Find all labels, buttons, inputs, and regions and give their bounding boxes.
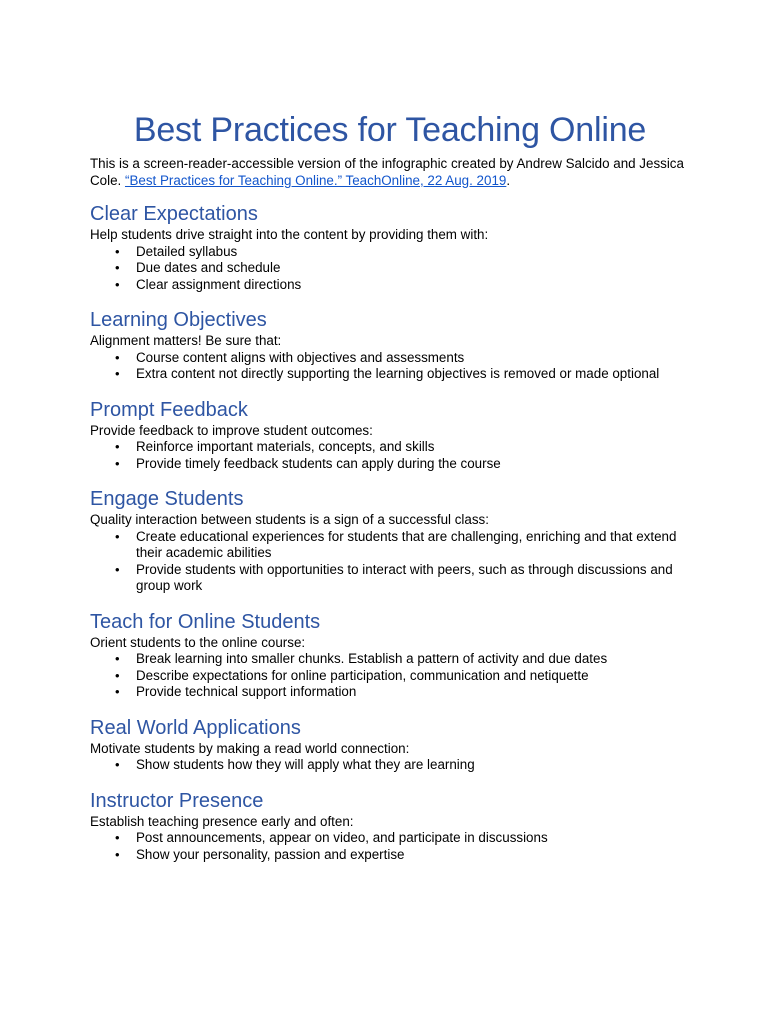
section-heading: Prompt Feedback	[90, 398, 248, 421]
bullet-list	[90, 757, 690, 774]
list-item-text: Due dates and schedule	[136, 260, 281, 275]
section-heading: Teach for Online Students	[90, 610, 321, 633]
list-item-text: Provide timely feedback students can apply during the course	[136, 455, 501, 471]
bullet-icon: •	[115, 757, 120, 772]
section-lead: Quality interaction between students is a sign of a successful class:	[90, 512, 489, 527]
sections-container	[90, 201, 690, 863]
list-item	[115, 846, 690, 864]
list-item-text: Reinforce important materials, concepts, and skills	[136, 439, 435, 454]
bullet-icon: •	[115, 528, 120, 544]
intro-text: This is a screen-reader-accessible version of the infographic created by Andrew Salcido and Jessica Cole.	[90, 156, 684, 188]
list-item	[115, 276, 690, 294]
list-item	[115, 455, 690, 473]
list-item-text: Post announcements, appear on video, and participate in discussions	[136, 830, 548, 845]
bullet-icon: •	[115, 455, 120, 471]
list-item	[115, 366, 690, 383]
section-instructor-presence	[90, 788, 690, 864]
bullet-icon: •	[115, 439, 120, 454]
list-item-text: Show students how they will apply what they are learning	[136, 757, 475, 772]
section-heading: Instructor Presence	[90, 789, 264, 812]
bullet-list	[90, 529, 690, 595]
list-item	[115, 349, 690, 367]
section-real-world-applications	[90, 715, 690, 774]
bullet-icon: •	[115, 830, 120, 845]
section-lead: Alignment matters! Be sure that:	[90, 333, 282, 348]
list-item	[115, 439, 690, 456]
list-item-text: Show your personality, passion and expertise	[136, 846, 405, 862]
section-teach-for-online-students	[90, 609, 690, 701]
section-lead: Help students drive straight into the content by providing them with:	[90, 227, 489, 242]
list-item	[115, 684, 690, 701]
document-title: Best Practices for Teaching Online	[133, 111, 647, 149]
list-item	[115, 651, 690, 668]
document-page	[90, 108, 690, 863]
list-item-text: Provide students with opportunities to interact with peers, such as through discussions and group work	[136, 561, 673, 593]
intro-end: .	[506, 172, 511, 188]
list-item	[115, 757, 690, 774]
list-item-text: Describe expectations for online participation, communication and netiquette	[136, 667, 589, 683]
section-lead: Orient students to the online course:	[90, 634, 306, 650]
section-learning-objectives	[90, 307, 690, 383]
list-item	[115, 830, 690, 847]
bullet-list	[90, 350, 690, 383]
section-lead: Establish teaching presence early and often:	[90, 813, 354, 829]
bullet-icon: •	[115, 846, 120, 862]
bullet-list	[90, 244, 690, 294]
list-item-text: Extra content not directly supporting the learning objectives is removed or made optional	[136, 366, 660, 381]
bullet-icon: •	[115, 349, 120, 365]
section-heading: Real World Applications	[90, 716, 301, 739]
section-clear-expectations	[90, 201, 690, 293]
section-heading: Clear Expectations	[90, 203, 258, 225]
bullet-list	[90, 651, 690, 701]
section-lead: Provide feedback to improve student outcomes:	[90, 422, 373, 438]
list-item-text: Provide technical support information	[136, 684, 357, 699]
bullet-icon: •	[115, 366, 120, 381]
section-heading: Engage Students	[90, 488, 244, 510]
list-item	[115, 667, 690, 685]
list-item-text: Course content aligns with objectives and assessments	[136, 349, 465, 365]
intro-paragraph	[90, 156, 690, 189]
section-engage-students	[90, 486, 690, 595]
bullet-icon: •	[115, 561, 120, 577]
bullet-list	[90, 830, 690, 863]
citation-link[interactable]: “Best Practices for Teaching Online.” TeachOnline, 22 Aug. 2019	[124, 172, 507, 188]
bullet-icon: •	[115, 276, 120, 292]
bullet-list	[90, 439, 690, 472]
list-item	[115, 243, 690, 261]
list-item-text: Create educational experiences for students that are challenging, enriching and that extend their academic abilities	[136, 528, 677, 560]
bullet-icon: •	[115, 651, 120, 666]
bullet-icon: •	[115, 243, 120, 259]
bullet-icon: •	[115, 684, 120, 699]
list-item-text: Clear assignment directions	[136, 276, 302, 292]
list-item	[115, 260, 690, 277]
list-item-text: Break learning into smaller chunks. Establish a pattern of activity and due dates	[136, 651, 608, 666]
section-lead: Motivate students by making a read world connection:	[90, 740, 410, 756]
list-item	[115, 528, 690, 562]
bullet-icon: •	[115, 260, 120, 275]
section-prompt-feedback	[90, 397, 690, 473]
section-heading: Learning Objectives	[90, 309, 267, 331]
bullet-icon: •	[115, 667, 120, 683]
list-item-text: Detailed syllabus	[136, 243, 238, 259]
list-item	[115, 561, 690, 595]
